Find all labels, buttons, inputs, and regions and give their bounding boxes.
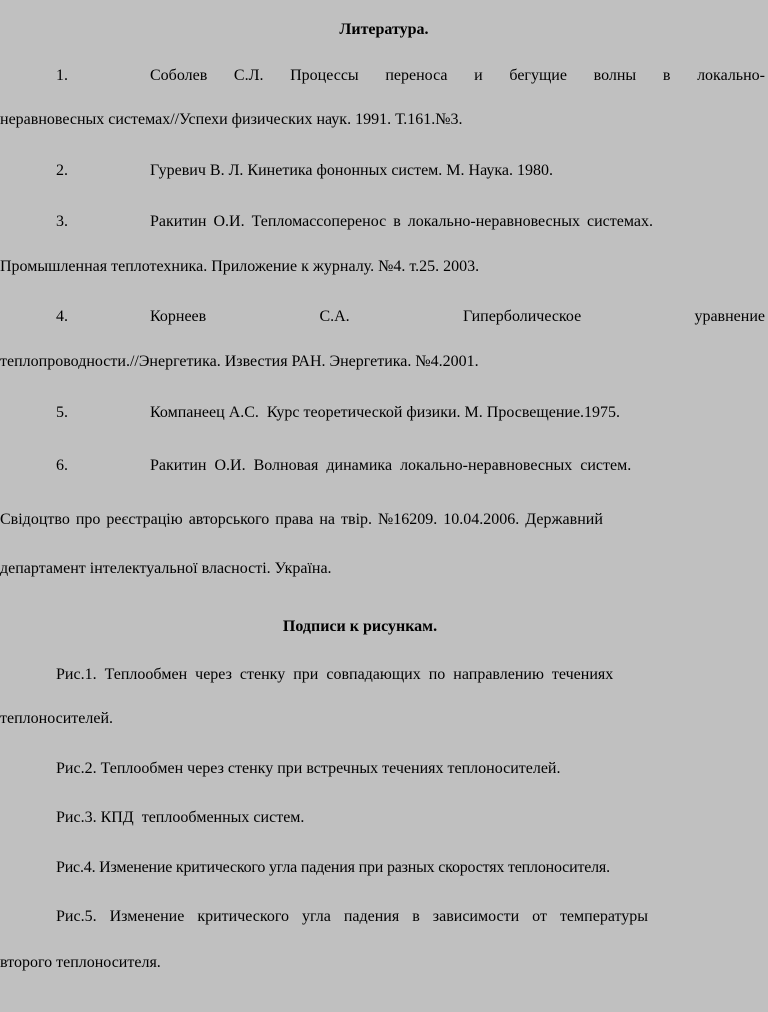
caption-line: теплоносителей.: [0, 710, 114, 727]
reference-number: 1.: [56, 67, 68, 84]
reference-line: Свідоцтво про реєстрацію авторського права на твір. №16209. 10.04.2006. Державний: [0, 511, 603, 528]
reference-line: теплопроводности.//Энергетика. Известия РАН. Энергетика. №4.2001.: [0, 353, 479, 370]
reference-line: Ракитин О.И. Волновая динамика локально-неравновесных систем.: [150, 457, 632, 474]
reference-line: [150, 305, 765, 329]
reference-number: 3.: [56, 213, 68, 230]
reference-number: 5.: [56, 404, 68, 421]
reference-line: Ракитин О.И. Тепломассоперенос в локально-неравновесных системах.: [150, 213, 653, 230]
reference-line: Гуревич В. Л. Кинетика фононных систем. М. Наука. 1980.: [150, 162, 554, 179]
reference-line: Соболев С.Л. Процессы переноса и бегущие волны в локально-: [150, 67, 765, 84]
caption-line: Рис.1. Теплообмен через стенку при совпадающих по направлению течениях: [56, 666, 614, 683]
reference-line-word: уравнение: [694, 308, 765, 325]
reference-line: неравновесных системах//Успехи физических наук. 1991. Т.161.№3.: [0, 111, 463, 128]
reference-line-word: Гиперболическое: [462, 308, 582, 325]
reference-number: 4.: [56, 308, 68, 325]
caption-line: Рис.4. Изменение критического угла падения при разных скоростях теплоносителя.: [56, 859, 610, 876]
reference-line: департамент інтелектуальної власності. Україна.: [0, 560, 332, 577]
caption-line: Рис.3. КПД теплообменных систем.: [56, 809, 305, 826]
reference-number: 2.: [56, 162, 68, 179]
reference-line: Компанеец А.С. Курс теоретической физики. М. Просвещение.1975.: [150, 404, 621, 421]
caption-line: Рис.2. Теплообмен через стенку при встречных течениях теплоносителей.: [56, 760, 561, 777]
reference-number: 6.: [56, 457, 68, 474]
reference-line-word: Корнеев: [150, 308, 207, 325]
caption-line: Рис.5. Изменение критического угла падения в зависимости от температуры: [56, 908, 649, 925]
captions-heading: Подписи к рисункам.: [282, 618, 438, 635]
caption-line: второго теплоносителя.: [0, 954, 161, 971]
reference-line-word: С.А.: [319, 308, 350, 325]
literature-heading: Литература.: [339, 21, 429, 38]
reference-line: Промышленная теплотехника. Приложение к журналу. №4. т.25. 2003.: [0, 258, 480, 275]
